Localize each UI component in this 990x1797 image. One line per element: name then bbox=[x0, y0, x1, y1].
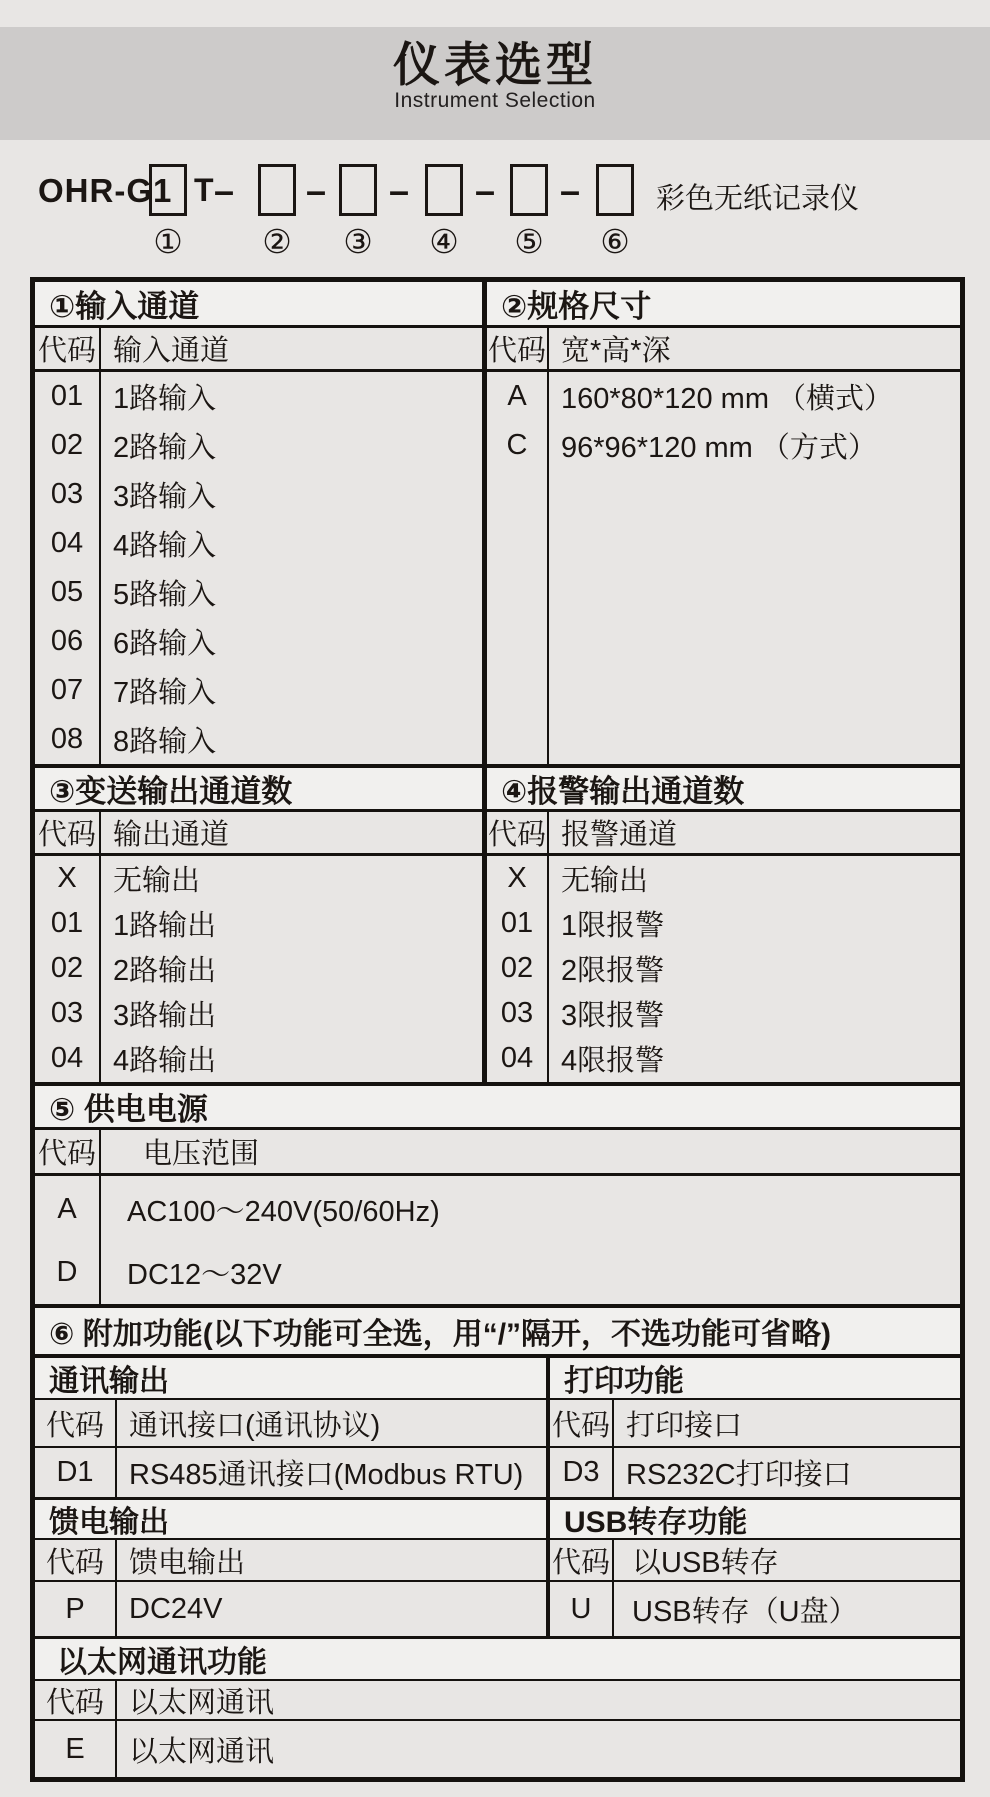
section-rows bbox=[487, 856, 960, 1082]
label-cell: 6路输入 bbox=[113, 628, 217, 660]
code-cell: 03 bbox=[50, 478, 84, 510]
position-label-6: ⑥ bbox=[600, 222, 630, 261]
section-transmit-outputs bbox=[35, 768, 487, 1082]
position-label-1: ① bbox=[153, 222, 183, 261]
label-column bbox=[101, 1176, 960, 1304]
section-dimensions bbox=[487, 282, 960, 764]
label-cell: 96*96*120 mm （方式） bbox=[561, 432, 877, 464]
column-header-row bbox=[550, 1540, 960, 1582]
column-header-row bbox=[35, 328, 482, 372]
code-column-header: 代码 bbox=[35, 1540, 117, 1580]
section-additional-functions-header: ⑥ 附加功能(以下功能可全选，用“/”隔开，不选功能可省略) bbox=[35, 1304, 960, 1354]
code-column-header: 代码 bbox=[550, 1400, 614, 1446]
model-code-box-6 bbox=[596, 164, 634, 216]
subsection-ethernet bbox=[35, 1636, 960, 1777]
code-cell: X bbox=[507, 862, 527, 894]
section-rows bbox=[35, 1176, 960, 1304]
column-header-row bbox=[35, 1681, 960, 1721]
model-dash: – bbox=[560, 170, 581, 211]
code-column-header: 代码 bbox=[550, 1540, 614, 1580]
model-prefix: OHR-G1 bbox=[38, 172, 173, 209]
label-column bbox=[101, 856, 482, 1082]
code-cell: 02 bbox=[500, 952, 534, 984]
section-power-supply bbox=[35, 1082, 960, 1304]
position-label-3: ③ bbox=[343, 222, 373, 261]
code-cell: X bbox=[57, 862, 77, 894]
code-cell: 02 bbox=[50, 952, 84, 984]
code-cell: 08 bbox=[50, 723, 84, 755]
code-column-header: 代码 bbox=[487, 812, 549, 853]
code-column-header: 代码 bbox=[35, 328, 101, 369]
section-row-1-2 bbox=[35, 282, 960, 764]
label-column-header: 馈电输出 bbox=[129, 1546, 246, 1579]
label-cell: 2路输入 bbox=[113, 432, 217, 464]
subsection-print-function bbox=[550, 1358, 960, 1497]
model-code-box-4 bbox=[425, 164, 463, 216]
selection-table bbox=[30, 277, 965, 1782]
model-t-suffix: T bbox=[194, 172, 214, 208]
column-header-row bbox=[35, 1540, 546, 1582]
code-column-header: 代码 bbox=[35, 1400, 117, 1446]
section-row-comm-print bbox=[35, 1354, 960, 1497]
label-cell: 160*80*120 mm （横式） bbox=[561, 383, 894, 415]
label-cell: RS485通讯接口(Modbus RTU) bbox=[129, 1459, 524, 1491]
position-label-5: ⑤ bbox=[514, 222, 544, 261]
code-column-header: 代码 bbox=[35, 1130, 101, 1173]
label-column-header: 报警通道 bbox=[561, 819, 678, 851]
code-column bbox=[35, 1721, 117, 1777]
label-column-header: 通讯接口(通讯协议) bbox=[129, 1409, 381, 1442]
label-cell: 1路输入 bbox=[113, 383, 217, 415]
label-cell: 2限报警 bbox=[561, 955, 665, 987]
section-header: ②规格尺寸 bbox=[487, 282, 960, 328]
subsection-header: 以太网通讯功能 bbox=[35, 1639, 960, 1681]
label-column-header: 电压范围 bbox=[143, 1138, 260, 1170]
label-cell: 3路输出 bbox=[113, 1000, 217, 1032]
label-cell: USB转存（U盘） bbox=[632, 1595, 858, 1628]
label-cell: 无输出 bbox=[561, 865, 649, 897]
code-column bbox=[35, 1448, 117, 1497]
label-column bbox=[117, 1448, 546, 1497]
code-cell: 03 bbox=[500, 997, 534, 1029]
code-column-header: 代码 bbox=[35, 812, 101, 853]
code-column bbox=[35, 856, 101, 1082]
subsection-header: 馈电输出 bbox=[35, 1500, 546, 1540]
code-cell: 07 bbox=[50, 674, 84, 706]
section-header: ③变送输出通道数 bbox=[35, 768, 482, 812]
position-label-2: ② bbox=[262, 222, 292, 261]
subsection-comm-output bbox=[35, 1358, 550, 1497]
section-row-feed-usb bbox=[35, 1497, 960, 1636]
label-cell: 4路输出 bbox=[113, 1045, 217, 1077]
code-cell: A bbox=[57, 1192, 77, 1225]
code-cell: 04 bbox=[50, 527, 84, 559]
label-cell: RS232C打印接口 bbox=[626, 1459, 852, 1491]
title-band bbox=[0, 27, 990, 140]
label-column-header: 以USB转存 bbox=[632, 1546, 779, 1579]
model-code-box-5 bbox=[510, 164, 548, 216]
column-header-row bbox=[35, 1400, 546, 1448]
section-input-channels bbox=[35, 282, 487, 764]
section-rows bbox=[35, 372, 482, 764]
code-cell: 02 bbox=[50, 429, 84, 461]
code-column bbox=[550, 1582, 614, 1636]
label-cell: 7路输入 bbox=[113, 677, 217, 709]
label-column-header: 宽*高*深 bbox=[561, 335, 671, 367]
code-column bbox=[487, 372, 549, 764]
label-cell: 4限报警 bbox=[561, 1045, 665, 1077]
product-name: 彩色无纸记录仪 bbox=[656, 183, 860, 215]
code-column bbox=[35, 1176, 101, 1304]
code-cell: D bbox=[56, 1255, 78, 1288]
column-header-row bbox=[35, 1130, 960, 1176]
section-header: ⑤ 供电电源 bbox=[35, 1086, 960, 1130]
subsection-header: 打印功能 bbox=[550, 1358, 960, 1400]
section-rows bbox=[550, 1448, 960, 1497]
code-cell: 01 bbox=[50, 380, 84, 412]
section-rows bbox=[35, 1721, 960, 1777]
position-label-4: ④ bbox=[429, 222, 459, 261]
label-cell: AC100～240V(50/60Hz) bbox=[127, 1195, 440, 1228]
section-rows bbox=[35, 856, 482, 1082]
label-cell: DC12～32V bbox=[127, 1258, 282, 1291]
label-column bbox=[549, 856, 960, 1082]
subsection-feed-output bbox=[35, 1500, 550, 1636]
label-cell: 4路输入 bbox=[113, 530, 217, 562]
code-cell: 03 bbox=[50, 997, 84, 1029]
model-dash: – bbox=[389, 170, 410, 211]
code-cell: P bbox=[65, 1592, 85, 1625]
section-rows bbox=[35, 1448, 546, 1497]
label-column bbox=[117, 1721, 960, 1777]
page-title: 仪表选型 bbox=[393, 38, 597, 91]
section-rows bbox=[35, 1582, 546, 1636]
label-cell: 3路输入 bbox=[113, 481, 217, 513]
label-column-header: 以太网通讯 bbox=[129, 1686, 275, 1719]
label-column bbox=[117, 1582, 546, 1636]
column-header-row bbox=[550, 1400, 960, 1448]
label-cell: 3限报警 bbox=[561, 1000, 665, 1032]
label-cell: 1路输出 bbox=[113, 910, 217, 942]
model-dash: – bbox=[306, 170, 327, 211]
label-column bbox=[614, 1582, 960, 1636]
code-column-header: 代码 bbox=[487, 328, 549, 369]
section-row-3-4 bbox=[35, 764, 960, 1082]
subsection-header: 通讯输出 bbox=[35, 1358, 546, 1400]
column-header-row bbox=[487, 328, 960, 372]
label-cell: 1限报警 bbox=[561, 910, 665, 942]
section-header: ④报警输出通道数 bbox=[487, 768, 960, 812]
model-code-box-3 bbox=[339, 164, 377, 216]
section-header: ①输入通道 bbox=[35, 282, 482, 328]
code-cell: 01 bbox=[500, 907, 534, 939]
code-cell: D3 bbox=[562, 1456, 600, 1488]
code-column-header: 代码 bbox=[35, 1681, 117, 1719]
code-cell: D1 bbox=[56, 1456, 94, 1488]
label-column bbox=[614, 1448, 960, 1497]
label-cell: DC24V bbox=[129, 1592, 223, 1625]
code-column bbox=[550, 1448, 614, 1497]
model-dash: – bbox=[214, 170, 235, 211]
column-header-row bbox=[487, 812, 960, 856]
model-code-box-2 bbox=[258, 164, 296, 216]
code-cell: C bbox=[506, 429, 528, 461]
label-column bbox=[101, 372, 482, 764]
code-cell: 04 bbox=[500, 1042, 534, 1074]
code-cell: 04 bbox=[50, 1042, 84, 1074]
code-column bbox=[35, 372, 101, 764]
code-cell: A bbox=[507, 380, 527, 412]
model-dash: – bbox=[475, 170, 496, 211]
label-column-header: 输出通道 bbox=[113, 819, 230, 851]
label-cell: 以太网通讯 bbox=[129, 1735, 275, 1768]
subsection-usb-transfer bbox=[550, 1500, 960, 1636]
section-alarm-outputs bbox=[487, 768, 960, 1082]
model-code-box-1 bbox=[149, 164, 187, 216]
model-code-line bbox=[0, 158, 990, 268]
code-cell: 01 bbox=[50, 907, 84, 939]
section-rows bbox=[487, 372, 960, 764]
code-column bbox=[35, 1582, 117, 1636]
subsection-header: USB转存功能 bbox=[550, 1500, 960, 1540]
code-cell: U bbox=[570, 1592, 592, 1625]
label-column-header: 输入通道 bbox=[113, 335, 230, 367]
label-column bbox=[549, 372, 960, 764]
code-cell: E bbox=[65, 1732, 85, 1765]
label-column-header: 打印接口 bbox=[626, 1409, 743, 1442]
code-column bbox=[487, 856, 549, 1082]
column-header-row bbox=[35, 812, 482, 856]
label-cell: 8路输入 bbox=[113, 726, 217, 758]
section-rows bbox=[550, 1582, 960, 1636]
code-cell: 05 bbox=[50, 576, 84, 608]
label-cell: 2路输出 bbox=[113, 955, 217, 987]
page-subtitle: Instrument Selection bbox=[394, 88, 596, 112]
label-cell: 5路输入 bbox=[113, 579, 217, 611]
code-cell: 06 bbox=[50, 625, 84, 657]
label-cell: 无输出 bbox=[113, 865, 201, 897]
